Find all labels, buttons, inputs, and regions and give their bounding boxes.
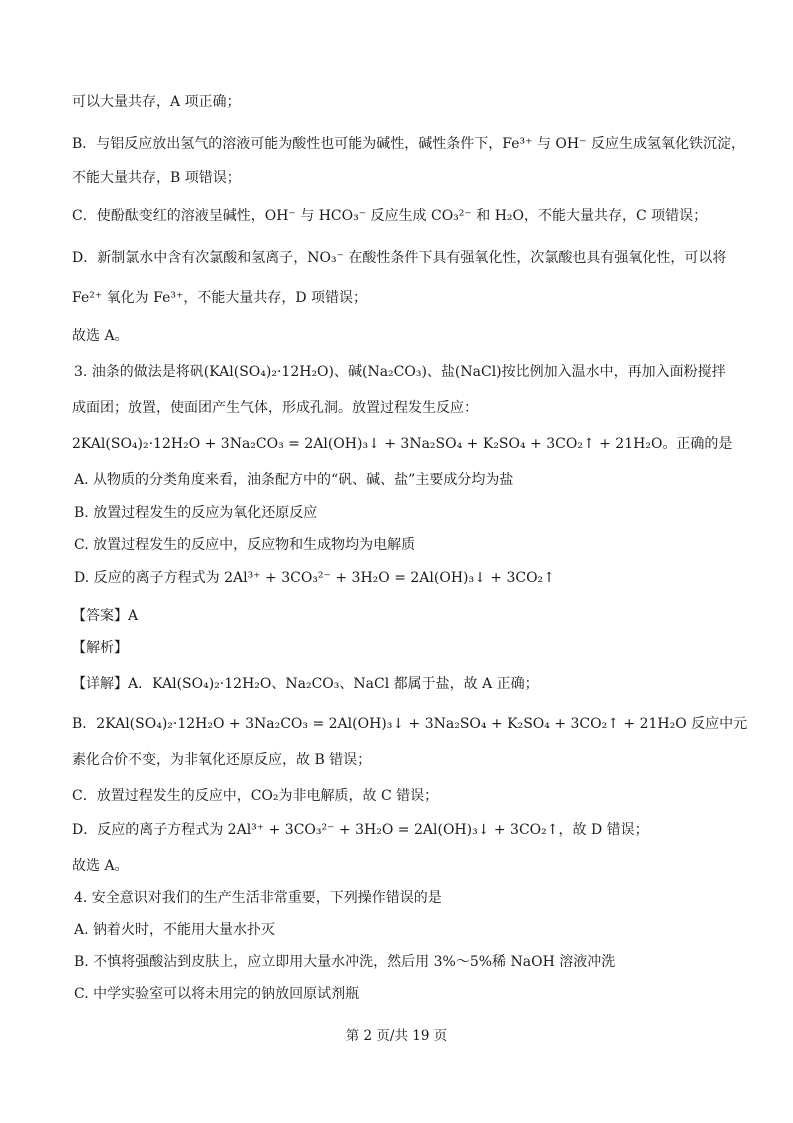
text-line: C．放置过程发生的反应中，CO₂为非电解质，故 C 错误；	[72, 788, 439, 804]
page-number-footer: 第 2 页/共 19 页	[345, 1028, 448, 1044]
option-b: B. 不慎将强酸沾到皮肤上，应立即用大量水冲洗，然后用 3%～5%稀 NaOH 溶液冲洗	[74, 954, 616, 970]
text-line: 【详解】A．KAl(SO₄)₂·12H₂O、Na₂CO₃、NaCl 都属于盐，故 A 正确；	[72, 676, 539, 692]
question-4-stem: 4. 安全意识对我们的生产生活非常重要，下列操作错误的是	[74, 890, 442, 906]
question-3-stem: 3. 油条的做法是将矾(KAl(SO₄)₂·12H₂O)、碱(Na₂CO₃)、盐(NaCl)按比例加入温水中，再加入面粉搅拌	[74, 364, 726, 380]
option-a: A. 钠着火时，不能用大量水扑灭	[74, 922, 276, 938]
text-line: 可以大量共存，A 项正确；	[72, 94, 241, 110]
text-line: B．与铝反应放出氢气的溶液可能为酸性也可能为碱性，碱性条件下，Fe³⁺ 与 OH⁻ 反应生成氢氧化铁沉淀，	[72, 136, 745, 152]
text-line: B．2KAl(SO₄)₂·12H₂O + 3Na₂CO₃ = 2Al(OH)₃↓ + 3Na₂SO₄ + K₂SO₄ + 3CO₂↑ + 21H₂O 反应中元	[72, 716, 748, 732]
text-line: 不能大量共存，B 项错误；	[72, 170, 241, 186]
option-b: B. 放置过程发生的反应为氧化还原反应	[74, 505, 318, 521]
reaction-equation: 2KAl(SO₄)₂·12H₂O + 3Na₂CO₃ = 2Al(OH)₃↓ + 3Na₂SO₄ + K₂SO₄ + 3CO₂↑ + 21H₂O。正确的是	[72, 436, 733, 452]
text-line: 素化合价不变，为非氧化还原反应，故 B 错误；	[72, 752, 372, 768]
text-line: 成面团；放置，使面团产生气体，形成孔洞。放置过程发生反应：	[72, 400, 478, 416]
text-line: C．使酚酞变红的溶液呈碱性，OH⁻ 与 HCO₃⁻ 反应生成 CO₃²⁻ 和 H₂O，不能大量共存，C 项错误；	[72, 208, 708, 224]
analysis-label: 【解析】	[72, 640, 128, 656]
text-line: 故选 A。	[72, 328, 129, 344]
option-c: C. 放置过程发生的反应中，反应物和生成物均为电解质	[74, 537, 416, 553]
option-d: D. 反应的离子方程式为 2Al³⁺ + 3CO₃²⁻ + 3H₂O = 2Al(OH)₃↓ + 3CO₂↑	[74, 570, 555, 586]
text-line: Fe²⁺ 氧化为 Fe³⁺，不能大量共存，D 项错误；	[72, 290, 368, 306]
text-line: D．反应的离子方程式为 2Al³⁺ + 3CO₃²⁻ + 3H₂O = 2Al(OH)₃↓ + 3CO₂↑，故 D 错误；	[72, 822, 649, 838]
text-line: 故选 A。	[72, 858, 129, 874]
option-c: C. 中学实验室可以将未用完的钠放回原试剂瓶	[74, 986, 360, 1002]
text-line: D．新制氯水中含有次氯酸和氢离子，NO₃⁻ 在酸性条件下具有强氧化性，次氯酸也具有强氧化性，可以将	[72, 250, 727, 266]
answer-label: 【答案】A	[72, 608, 139, 624]
option-a: A. 从物质的分类角度来看，油条配方中的“矾、碱、盐”主要成分均为盐	[74, 472, 514, 488]
